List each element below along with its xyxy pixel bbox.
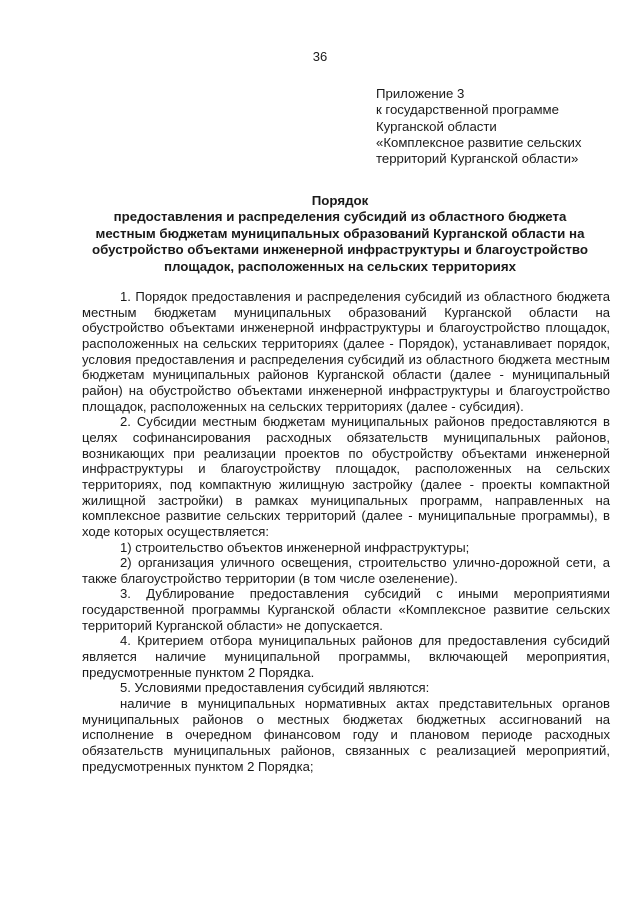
appendix-line: к государственной программе <box>376 102 559 118</box>
list-item-2: 2) организация уличного освещения, строительство улично-дорожной сети, а также благоустройство территории (в том числе озеленение). <box>82 555 610 586</box>
title-line: обустройство объектами инженерной инфраструктуры и благоустройство <box>91 242 589 258</box>
paragraph-2: 2. Субсидии местным бюджетам муниципальных районов предоставляются в целях софинансирования расходных обязательств муниципальных районов, возникающих при реализации проектов по обустройству объектами инженерной инфраструктуры и благоустройству площадок, расположенных на сельских территориях, под компактную жилищную застройку (далее - проекты компактной жилищной застройки) в рамках муниципальных программ, направленных на комплексное развитие сельских территорий (далее - муниципальные программы), в ходе которых осуществляется: <box>82 414 610 539</box>
appendix-header <box>376 86 581 167</box>
appendix-line: «Комплексное развитие сельских <box>376 134 582 150</box>
title-line: местным бюджетам муниципальных образований Курганской области на <box>95 225 585 241</box>
appendix-line: Курганской области <box>376 118 497 134</box>
title-line: Порядок <box>311 193 369 208</box>
paragraph-5-condition: наличие в муниципальных нормативных актах представительных органов муниципальных районов о местных бюджетах бюджетных ассигнований на исполнение в очередном финансовом году и плановом периоде расходных обязательств муниципальных районов, связанных с реализацией мероприятий, предусмотренных пунктом 2 Порядка; <box>82 696 610 774</box>
appendix-line: территорий Курганской области» <box>376 151 579 167</box>
paragraph-1: 1. Порядок предоставления и распределения субсидий из областного бюджета местным бюджетам муниципальных образований Курганской области на обустройство объектами инженерной инфраструктуры и благоустройство площадок, расположенных на сельских территориях (далее - Порядок), устанавливает порядок, условия предоставления и распределения субсидий из областного бюджета местным бюджетам муниципальных районов Курганской области (далее - муниципальный район) на обустройство объектами инженерной инфраструктуры и благоустройство площадок, расположенных на сельских территориях (далее - субсидия). <box>82 289 610 414</box>
list-item-1: 1) строительство объектов инженерной инфраструктуры; <box>120 539 470 555</box>
title-line: предоставления и распределения субсидий из областного бюджета <box>113 209 567 225</box>
document-body <box>82 289 610 774</box>
page-number: 36 <box>312 49 328 64</box>
document-title <box>60 193 620 275</box>
paragraph-4: 4. Критерием отбора муниципальных районов для предоставления субсидий является наличие муниципальной программы, включающей мероприятия, предусмотренные пунктом 2 Порядка. <box>82 633 610 680</box>
title-line: площадок, расположенных на сельских территориях <box>164 258 516 274</box>
paragraph-5: 5. Условиями предоставления субсидий являются: <box>120 680 430 696</box>
paragraph-3: 3. Дублирование предоставления субсидий с иными мероприятиями государственной программы Курганской области «Комплексное развитие сельских территорий Курганской области» не допускается. <box>82 586 610 633</box>
appendix-line: Приложение 3 <box>376 86 465 101</box>
